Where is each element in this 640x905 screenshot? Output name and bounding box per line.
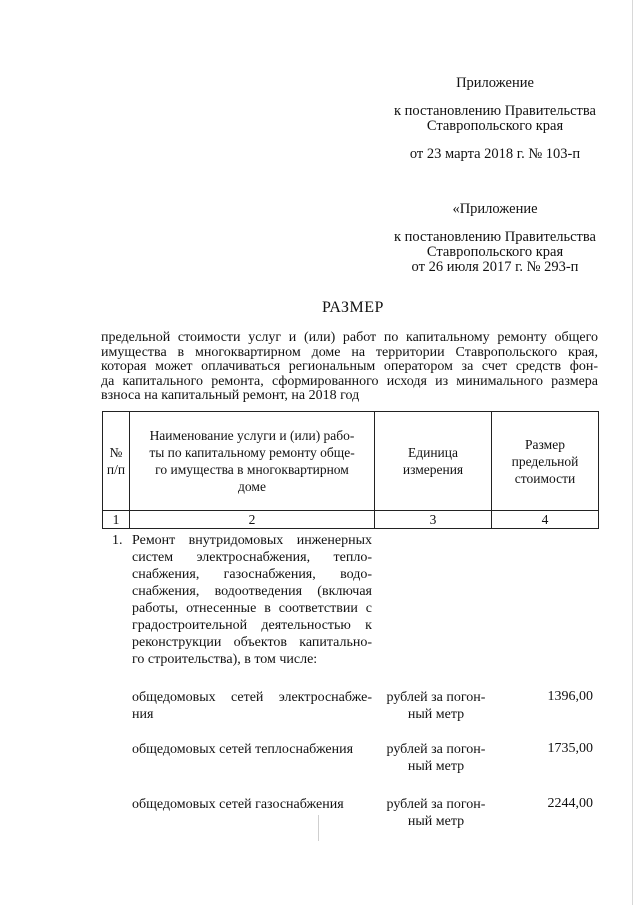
item-description-line: работы, отнесенные в соответствии с	[132, 601, 372, 616]
document-subtitle	[101, 331, 598, 404]
subtitle-line: имущества в многоквартирном доме на территории Ставропольского края,	[101, 344, 598, 360]
subitem-electric-value: 1396,00	[547, 689, 593, 704]
subitem-gas-name: общедомовых сетей газоснабжения	[132, 797, 344, 812]
original-resolution-line: к постановлению Правительства	[394, 229, 596, 245]
scan-artifact	[632, 0, 633, 905]
item-description-line: снабжения, газоснабжения, водо-	[132, 567, 372, 582]
appendix-header	[360, 76, 630, 162]
original-region-line: Ставропольского края	[426, 244, 564, 260]
item-description-line: градостроительной деятельностью к	[132, 618, 372, 633]
column-number-4: 4	[492, 511, 599, 529]
subtitle-line: которая может оплачиваться региональным оператором за счет средств фон-	[101, 359, 598, 374]
header-unit: Единица измерения	[375, 412, 492, 511]
subtitle-line: предельной стоимости услуг и (или) работ по капитальному ремонту общего	[101, 330, 598, 345]
subitem-gas-value: 2244,00	[547, 796, 593, 811]
appendix-date: от 23 марта 2018 г. № 103-п	[409, 146, 581, 162]
original-date: от 26 июля 2017 г. № 293-п	[411, 259, 579, 275]
subtitle-line: да капитального ремонта, сформированного исходя из минимального размера	[101, 373, 598, 389]
subtitle-line: взноса на капитальный ремонт, на 2018 год	[101, 388, 360, 403]
header-cost: Размер предельной стоимости	[492, 412, 599, 511]
column-number-1: 1	[103, 511, 130, 529]
subitem-gas-unit: рублей за погон- ный метр	[386, 797, 486, 829]
original-appendix-header	[360, 202, 630, 275]
item-description-line: снабжения, водоотведения (включая	[132, 584, 372, 599]
document-title: РАЗМЕР	[322, 299, 384, 316]
item-description	[132, 532, 372, 668]
original-appendix-title: «Приложение	[452, 201, 538, 217]
appendix-region-line: Ставропольского края	[426, 118, 564, 134]
item-description-line: систем электроснабжения, тепло-	[132, 550, 372, 565]
subitem-electric-name: общедомовых сетей электроснабже- ния	[132, 690, 372, 722]
subitem-electric-unit: рублей за погон- ный метр	[386, 690, 486, 722]
header-name: Наименование услуги и (или) рабо- ты по капитальному ремонту обще- го имущества в многоквартирном доме	[130, 412, 375, 511]
item-description-line: реконструкции объектов капитально-	[132, 635, 372, 650]
cost-table-header	[102, 411, 599, 529]
item-description-line: Ремонт внутридомовых инженерных	[132, 533, 372, 548]
subitem-heating-name: общедомовых сетей теплоснабжения	[132, 742, 354, 757]
scan-artifact	[318, 815, 319, 841]
appendix-title: Приложение	[456, 75, 534, 91]
subitem-heating-unit: рублей за погон- ный метр	[386, 742, 486, 774]
column-number-3: 3	[375, 511, 492, 529]
subitem-heating-value: 1735,00	[547, 741, 593, 756]
appendix-resolution-line: к постановлению Правительства	[394, 103, 596, 119]
column-number-2: 2	[130, 511, 375, 529]
item-number: 1.	[112, 533, 123, 548]
header-number: № п/п	[103, 412, 130, 511]
item-description-line: го строительства), в том числе:	[132, 652, 318, 667]
